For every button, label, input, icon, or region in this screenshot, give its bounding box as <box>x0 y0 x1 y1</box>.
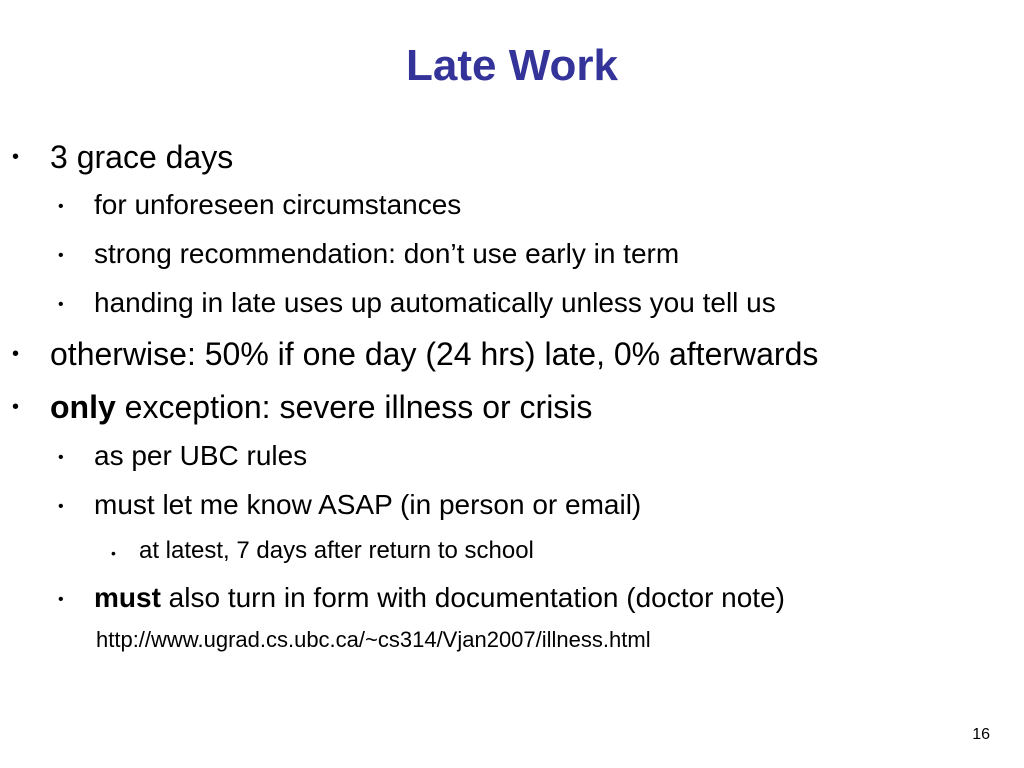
bullet-text: for unforeseen circumstances <box>94 189 462 220</box>
bullet-icon: • <box>12 343 20 365</box>
bullet-icon: • <box>58 591 64 608</box>
bullet-text <box>50 387 592 427</box>
emphasis-only: only <box>50 389 116 425</box>
bullet-icon: • <box>111 545 116 561</box>
bullet-icon: • <box>58 449 64 466</box>
bullet-text: 3 grace days <box>50 139 234 175</box>
page-number: 16 <box>972 726 990 743</box>
bullet-text <box>94 580 785 616</box>
bullet-text: at latest, 7 days after return to school <box>139 537 534 564</box>
bullet-text: must let me know ASAP (in person or email) <box>94 489 642 520</box>
bullet-text: handing in late uses up automatically unless you tell us <box>94 287 776 318</box>
bullet-text: as per UBC rules <box>94 440 308 471</box>
slide-title: Late Work <box>406 41 618 90</box>
bullet-text: otherwise: 50% if one day (24 hrs) late, 0% afterwards <box>50 336 819 372</box>
bullet-icon: • <box>58 296 64 313</box>
bullet-icon: • <box>58 498 64 515</box>
bullet-icon: • <box>12 146 20 168</box>
illness-form-link[interactable]: http://www.ugrad.cs.ubc.ca/~cs314/Vjan2007/illness.html <box>96 627 651 652</box>
bullet-icon: • <box>12 396 20 418</box>
bullet-text-rest: also turn in form with documentation (doctor note) <box>160 582 785 613</box>
bullet-text-rest: exception: severe illness or crisis <box>115 389 593 425</box>
bullet-icon: • <box>58 198 64 215</box>
emphasis-must: must <box>94 582 161 613</box>
bullet-text: strong recommendation: don’t use early in term <box>94 238 680 269</box>
bullet-icon: • <box>58 247 64 264</box>
